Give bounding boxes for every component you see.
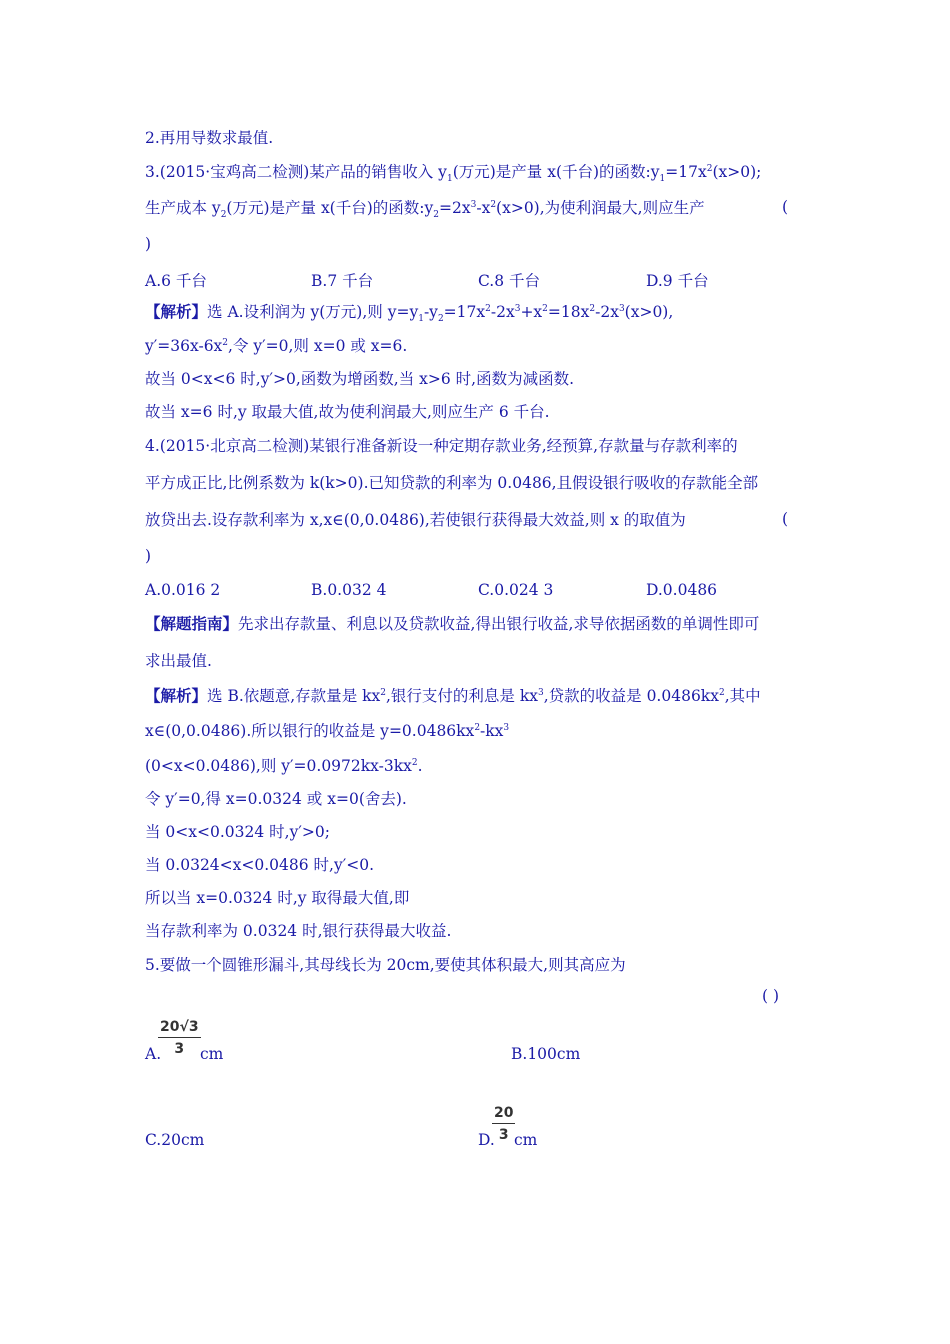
q4-solution-line-4: 令 y′=0,得 x=0.0324 或 x=0(舍去). [145, 790, 407, 808]
solution-label: 【解析】 [145, 686, 208, 705]
answer-paren-close: ) [145, 547, 152, 565]
q5-option-b: B.100cm [511, 1045, 581, 1063]
question-5-text: 5.要做一个圆锥形漏斗,其母线长为 20cm,要使其体积最大,则其高应为 [145, 956, 626, 974]
q4-hint-line-1: 【解题指南】先求出存款量、利息以及贷款收益,得出银行收益,求导依据函数的单调性即可 [145, 614, 760, 633]
q5-option-c: C.20cm [145, 1131, 205, 1149]
q3-solution-line-2: $y'=36x-6x^2$,令 y′=0,则 x=0 或 x=6. [145, 337, 408, 355]
q4-hint-line-2: 求出最值. [145, 652, 212, 670]
q4-solution-line-8: 当存款利率为 0.0324 时,银行获得最大收益. [145, 922, 452, 940]
q5-option-a-unit: cm [200, 1045, 224, 1063]
q4-option-a: A.0.016 2 [145, 581, 221, 599]
q3-option-a: A.6 千台 [145, 272, 207, 290]
q5-option-a: A. [145, 1045, 162, 1063]
q3-option-c: C.8 千台 [478, 272, 541, 290]
q4-option-d: D.0.0486 [646, 581, 718, 599]
answer-paren-open: ( [782, 198, 789, 216]
q4-solution-line-6: 当 0.0324<x<0.0486 时,y′<0. [145, 856, 375, 874]
question-3-line-1: 3.(2015·宝鸡高二检测)某产品的销售收入 $y_1$(万元)是产量 x(千台)的函数$:y_1=17x^2(x>0)$; [145, 163, 762, 185]
q4-solution-line-7: 所以当 x=0.0324 时,y 取得最大值,即 [145, 889, 410, 907]
answer-paren-open: ( [782, 510, 789, 528]
q5-option-d-unit: cm [514, 1131, 538, 1149]
q4-solution-line-5: 当 0<x<0.0324 时,y′>0; [145, 823, 330, 841]
hint-label: 【解题指南】 [145, 614, 239, 633]
q3-solution-line-4: 故当 x=6 时,y 取最大值,故为使利润最大,则应生产 6 千台. [145, 403, 550, 421]
answer-paren-close: ) [145, 235, 152, 253]
solution-label: 【解析】 [145, 302, 208, 321]
question-3-line-2: 生产成本 $y_2$(万元)是产量 x(千台)的函数$:y_2=2x^3-x^2(x>0)$,为使利润最大,则应生产 [145, 199, 705, 221]
q5-option-d-fraction: $\frac{20}{3}$ [494, 1105, 514, 1143]
q4-option-c: C.0.024 3 [478, 581, 554, 599]
q4-solution-line-1: 【解析】选 B.依题意,存款量是 $kx^2$,银行支付的利息是 $kx^3$,贷款的收益是 $0.0486kx^2$,其中 [145, 686, 761, 705]
question-4-line-2: 平方成正比,比例系数为 k(k>0).已知贷款的利率为 0.0486,且假设银行吸收的存款能全部 [145, 474, 759, 492]
q4-solution-line-2: x∈(0,0.0486).所以银行的收益是 $y=0.0486kx^2-kx^3$ [145, 722, 510, 740]
question-4-line-1: 4.(2015·北京高二检测)某银行准备新设一种定期存款业务,经预算,存款量与存款利率的 [145, 437, 738, 455]
q4-option-b: B.0.032 4 [311, 581, 387, 599]
q3-option-d: D.9 千台 [646, 272, 709, 290]
q5-option-d: D. [478, 1131, 495, 1149]
q4-solution-line-3: (0<x<0.0486),则 $y'=0.0972kx-3kx^2$. [145, 757, 423, 775]
question-4-line-3: 放贷出去.设存款利率为 x,x∈(0,0.0486),若使银行获得最大效益,则 x 的取值为 [145, 511, 686, 529]
q3-option-b: B.7 千台 [311, 272, 374, 290]
answer-parens: ( ) [762, 987, 780, 1005]
q3-solution-line-3: 故当 0<x<6 时,y′>0,函数为增函数,当 x>6 时,函数为减函数. [145, 370, 574, 388]
step-2-text: 2.再用导数求最值. [145, 129, 274, 147]
q3-solution-line-1: 【解析】选 A.设利润为 y(万元),则 $y=y_1-y_2=17x^2-2x^3+x^2=18x^2-2x^3(x>0)$, [145, 302, 674, 325]
q5-option-a-fraction: $\frac{20√3}{3}$ [160, 1019, 199, 1057]
